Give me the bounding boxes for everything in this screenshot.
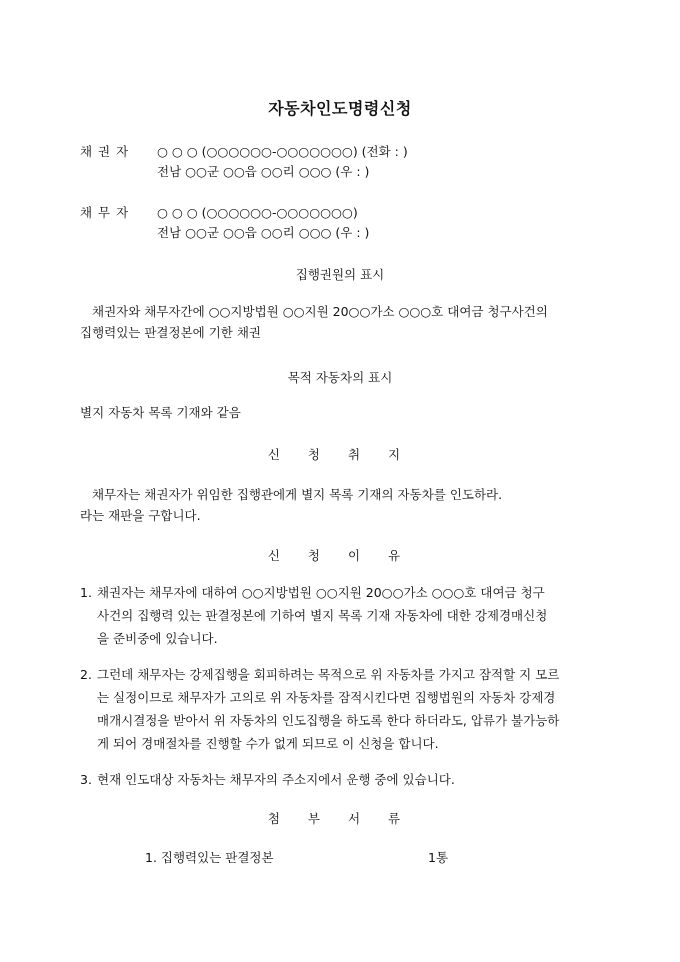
debtor-address: 전남 ○○군 ○○읍 ○○리 ○○○ (우 : ) xyxy=(157,225,370,240)
attachment-1-count: 1통 xyxy=(428,850,449,865)
reason-2-number: 2. xyxy=(80,667,92,682)
creditor-address: 전남 ○○군 ○○읍 ○○리 ○○○ (우 : ) xyxy=(157,164,370,179)
vehicle-text: 별지 자동차 목록 기재와 같음 xyxy=(80,405,241,420)
section-title-title-basis: 집행권원의 표시 xyxy=(295,267,385,282)
section-title-purpose: 신 청 취 지 xyxy=(267,447,413,462)
creditor-label: 채 권 자 xyxy=(80,144,130,159)
title-basis-line2: 집행력있는 판결정본에 기한 채권 xyxy=(80,325,261,340)
reason-2-line3: 매개시결정을 받아서 위 자동차의 인도집행을 하도록 한다 하더라도, 압류가 불가능하 xyxy=(97,713,560,728)
reason-2-line1: 그런데 채무자는 강제집행을 회피하려는 목적으로 위 자동차를 가지고 잠적할 지 모르 xyxy=(97,667,560,682)
reason-1-line2: 사건의 집행력 있는 판결정본에 기하여 별지 목록 기재 자동차에 대한 강제경매신청 xyxy=(97,608,548,623)
reason-3-line1: 현재 인도대상 자동차는 채무자의 주소지에서 운행 중에 있습니다. xyxy=(97,772,455,787)
reason-2-line2: 는 실정이므로 채무자가 고의로 위 자동차를 잠적시킨다면 집행법원의 자동차 강제경 xyxy=(97,690,556,705)
reason-3-number: 3. xyxy=(80,772,92,787)
reason-2-line4: 게 되어 경매절차를 진행할 수가 없게 되므로 이 신청을 합니다. xyxy=(97,736,439,751)
reason-1-number: 1. xyxy=(80,585,92,600)
attachment-1-label: 1. 집행력있는 판결정본 xyxy=(145,850,274,865)
creditor-line1: ○ ○ ○ (○○○○○○-○○○○○○○) (전화 : ) xyxy=(157,144,408,159)
section-title-reasons: 신 청 이 유 xyxy=(267,548,413,563)
debtor-line1: ○ ○ ○ (○○○○○○-○○○○○○○) xyxy=(157,205,358,220)
purpose-line1: 채무자는 채권자가 위임한 집행관에게 별지 목록 기재의 자동차를 인도하라. xyxy=(92,487,503,502)
purpose-line2: 라는 재판을 구합니다. xyxy=(80,508,201,523)
debtor-label: 채 무 자 xyxy=(80,205,130,220)
reason-1-line3: 을 준비중에 있습니다. xyxy=(97,631,218,646)
document-title: 자동차인도명령신청 xyxy=(268,99,412,118)
title-basis-line1: 채권자와 채무자간에 ○○지방법원 ○○지원 20○○가소 ○○○호 대여금 청구사건의 xyxy=(92,304,548,319)
section-title-attachments: 첨 부 서 류 xyxy=(267,811,413,826)
reason-1-line1: 채권자는 채무자에 대하여 ○○지방법원 ○○지원 20○○가소 ○○○호 대여금 청구 xyxy=(97,585,545,600)
section-title-vehicle: 목적 자동차의 표시 xyxy=(287,370,393,385)
